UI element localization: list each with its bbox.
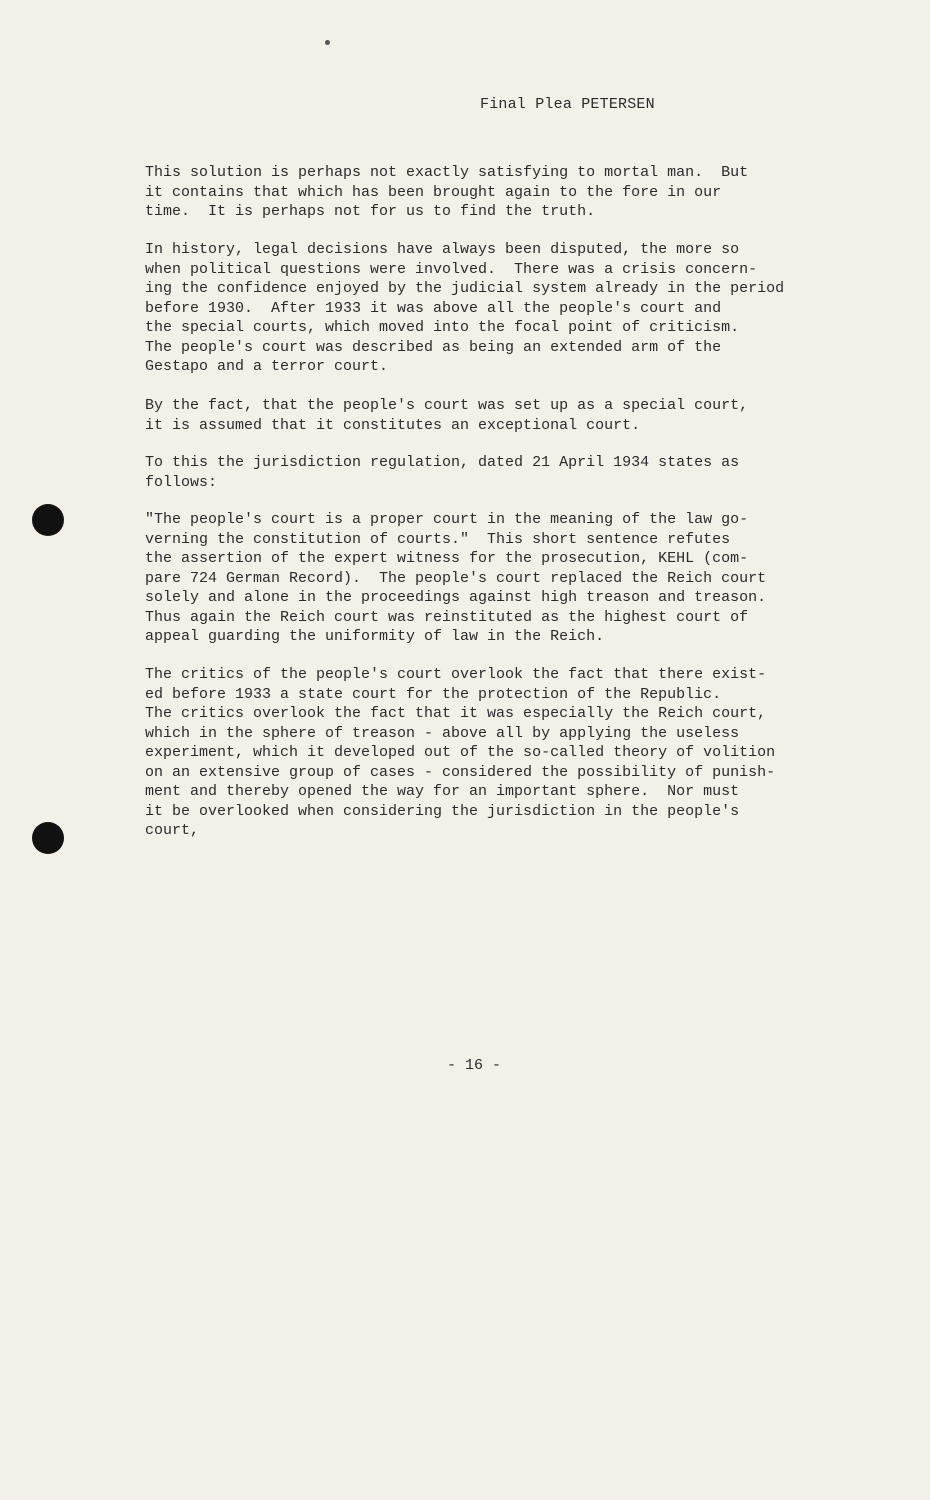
text-line: follows: [145,473,218,491]
text-line: verning the constitution of courts." This short sentence refutes [145,530,731,548]
paragraph-5-quote [145,510,835,647]
punch-hole-bottom [32,822,64,854]
text-line: before 1930. After 1933 it was above all the people's court and [145,299,722,317]
text-line: solely and alone in the proceedings against high treason and treason. [145,589,767,606]
text-line: The critics overlook the fact that it was especially the Reich court, [145,705,767,722]
text-line: the special courts, which moved into the focal point of criticism. [145,319,740,336]
text-line: the assertion of the expert witness for the prosecution, KEHL (com- [145,550,749,567]
text-line: ed before 1933 a state court for the protection of the Republic. [145,685,722,703]
text-line: Gestapo and a terror court. [145,358,389,375]
paragraph-6 [145,665,835,841]
text-line: it contains that which has been brought again to the fore in our [145,183,722,201]
text-line: The people's court was described as being an extended arm of the [145,338,722,356]
text-line: it be overlooked when considering the jurisdiction in the people's [145,802,740,820]
text-line: "The people's court is a proper court in the meaning of the law go- [145,511,749,528]
text-line: pare 724 German Record). The people's court replaced the Reich court [145,569,767,587]
text-line: appeal guarding the uniformity of law in the Reich. [145,628,605,645]
page-header: Final Plea PETERSEN [480,96,655,113]
text-line: ment and thereby opened the way for an important sphere. Nor must [145,783,740,800]
paragraph-3 [145,396,835,435]
text-line: when political questions were involved. There was a crisis concern- [145,260,758,278]
punch-hole-top [32,504,64,536]
text-line: it is assumed that it constitutes an exceptional court. [145,416,641,434]
text-line: on an extensive group of cases - considered the possibility of punish- [145,763,776,781]
paragraph-2 [145,240,835,377]
paragraph-1 [145,163,835,222]
text-line: The critics of the people's court overlook the fact that there exist- [145,666,767,683]
text-line: ing the confidence enjoyed by the judicial system already in the period [145,280,785,297]
page-number: - 16 - [447,1057,502,1074]
text-line: which in the sphere of treason - above all by applying the useless [145,724,740,742]
text-line: By the fact, that the people's court was set up as a special court, [145,397,749,414]
text-line: In history, legal decisions have always been disputed, the more so [145,241,740,258]
text-line: time. It is perhaps not for us to find the truth. [145,203,596,220]
paragraph-4 [145,453,835,492]
text-line: To this the jurisdiction regulation, dated 21 April 1934 states as [145,454,740,471]
text-line: This solution is perhaps not exactly satisfying to mortal man. But [145,164,749,181]
ink-speck [325,40,330,45]
text-line: court, [145,822,200,839]
text-line: experiment, which it developed out of the so-called theory of volition [145,744,776,761]
text-line: Thus again the Reich court was reinstituted as the highest court of [145,608,749,626]
